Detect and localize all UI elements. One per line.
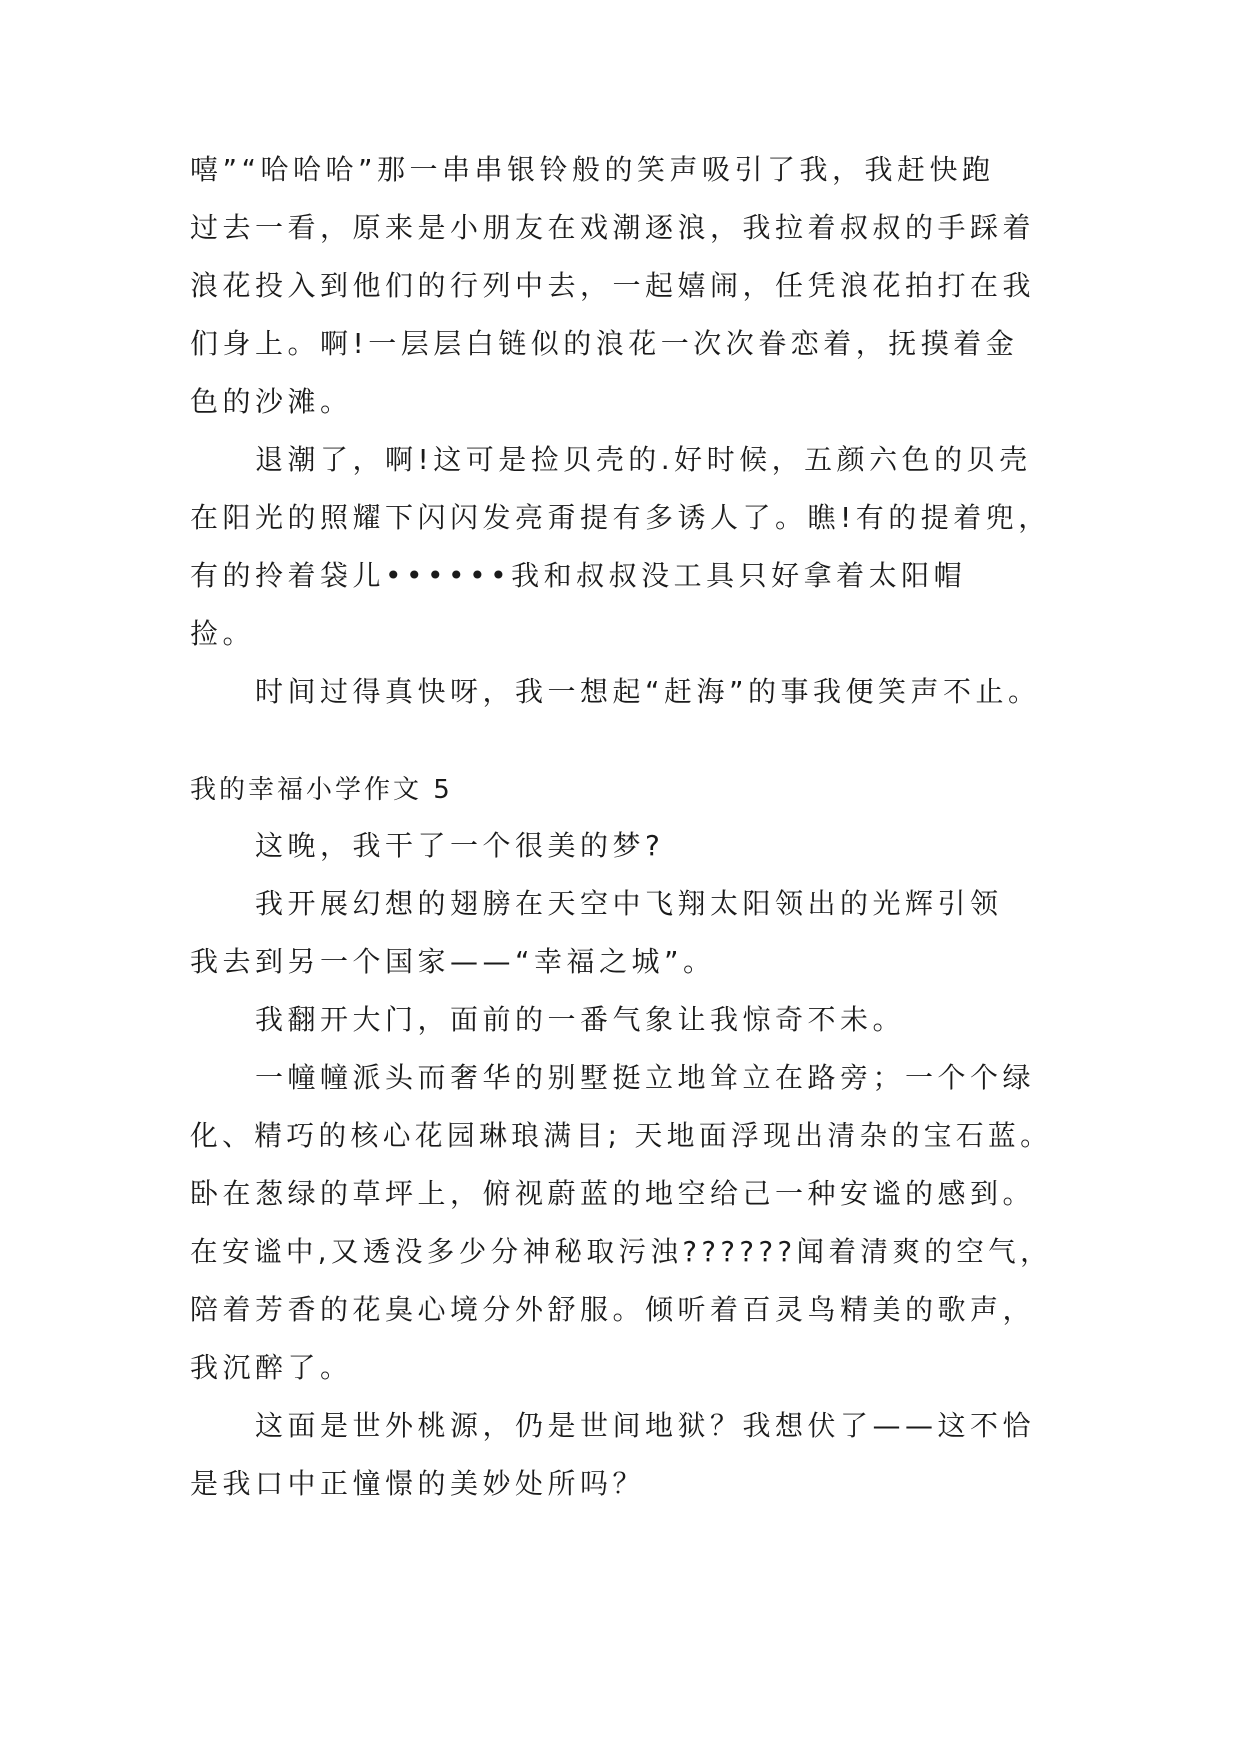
paragraph-line: 在安谧中,又透没多少分神秘取污浊??????闻着清爽的空气， bbox=[190, 1235, 1053, 1268]
paragraph-line: 嘻”“哈哈哈”那一串串银铃般的笑声吸引了我，我赶快跑 bbox=[190, 153, 995, 186]
paragraph-line: 我开展幻想的翅膀在天空中飞翔太阳领出的光辉引领 bbox=[255, 887, 1003, 920]
paragraph-line: 色的沙滩。 bbox=[190, 385, 353, 418]
paragraph-line: 浪花投入到他们的行列中去，一起嬉闹，任凭浪花拍打在我 bbox=[190, 269, 1036, 302]
paragraph-line: 时间过得真快呀，我一想起“赶海”的事我便笑声不止。 bbox=[255, 675, 1041, 708]
paragraph-line: 捡。 bbox=[190, 617, 256, 650]
paragraph-line: 在阳光的照耀下闪闪发亮甭提有多诱人了。瞧!有的提着兜， bbox=[190, 501, 1051, 534]
paragraph-line: 过去一看，原来是小朋友在戏潮逐浪，我拉着叔叔的手踩着 bbox=[190, 211, 1036, 244]
paragraph-line: 退潮了，啊!这可是捡贝壳的.好时候，五颜六色的贝壳 bbox=[255, 443, 1032, 476]
paragraph-line: 化、精巧的核心花园琳琅满目; 天地面浮现出清杂的宝石蓝。 bbox=[190, 1119, 1053, 1152]
section-heading: 我的幸福小学作文 5 bbox=[190, 775, 453, 805]
paragraph-line: 有的拎着袋儿••••••我和叔叔没工具只好拿着太阳帽 bbox=[190, 559, 967, 592]
paragraph-line: 卧在葱绿的草坪上，俯视蔚蓝的地空给己一种安谧的感到。 bbox=[190, 1177, 1036, 1210]
paragraph-line: 我翻开大门，面前的一番气象让我惊奇不未。 bbox=[255, 1003, 906, 1036]
paragraph-line: 们身上。啊!一层层白链似的浪花一次次眷恋着，抚摸着金 bbox=[190, 327, 1019, 360]
paragraph-line: 陪着芳香的花臭心境分外舒服。倾听着百灵鸟精美的歌声， bbox=[190, 1293, 1036, 1326]
paragraph-line: 这晚，我干了一个很美的梦? bbox=[255, 829, 665, 862]
paragraph-line: 是我口中正憧憬的美妙处所吗？ bbox=[190, 1467, 646, 1500]
paragraph-line: 我沉醉了。 bbox=[190, 1351, 353, 1384]
paragraph-line: 这面是世外桃源，仍是世间地狱？我想伏了——这不恰 bbox=[255, 1409, 1036, 1442]
paragraph-line: 我去到另一个国家——“幸福之城”。 bbox=[190, 945, 716, 978]
paragraph-line: 一幢幢派头而奢华的别墅挺立地耸立在路旁；一个个绿 bbox=[255, 1061, 1036, 1094]
